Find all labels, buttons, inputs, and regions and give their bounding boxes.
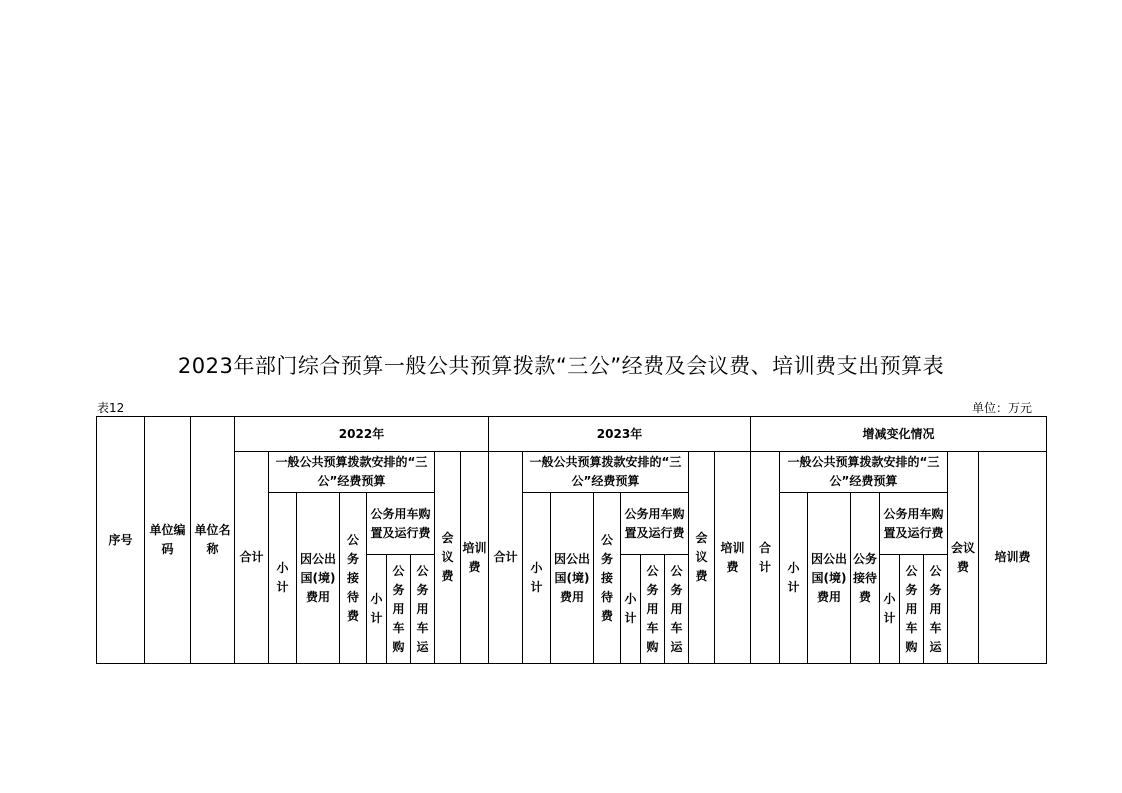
header-reception: 公务接待费 — [340, 493, 367, 664]
header-reception: 公务接待费 — [594, 493, 621, 664]
header-training: 培训费 — [461, 452, 489, 664]
header-vehicle-operation: 公务用车运 — [411, 555, 435, 664]
header-vehicle-operation: 公务用车运 — [665, 555, 689, 664]
header-group: 一般公共预算拨款安排的“三公”经费预算 — [523, 452, 689, 493]
header-unit-name: 单位名称 — [191, 417, 235, 664]
header-subtotal: 小计 — [523, 493, 551, 664]
header-vehicle-subtotal: 小计 — [880, 555, 900, 664]
header-meeting: 会议费 — [689, 452, 715, 664]
budget-table — [96, 416, 1047, 664]
unit-label: 单位：万元 — [971, 401, 1032, 415]
header-vehicle: 公务用车购置及运行费 — [367, 493, 435, 555]
header-year-2022: 2022年 — [235, 417, 489, 452]
header-unit-code: 单位编码 — [145, 417, 191, 664]
header-vehicle-operation: 公务用车运 — [924, 555, 948, 664]
header-vehicle-subtotal: 小计 — [621, 555, 641, 664]
document-title: 2023年部门综合预算一般公共预算拨款“三公”经费及会议费、培训费支出预算表 — [177, 354, 945, 378]
header-subtotal: 小计 — [780, 493, 808, 664]
header-meeting: 会议费 — [435, 452, 461, 664]
header-total: 合计 — [751, 452, 780, 664]
header-vehicle-purchase: 公务用车购 — [900, 555, 924, 664]
header-change: 增减变化情况 — [751, 417, 1047, 452]
header-group: 一般公共预算拨款安排的“三公”经费预算 — [780, 452, 948, 493]
header-total: 合计 — [489, 452, 523, 664]
header-abroad: 因公出国(境)费用 — [551, 493, 594, 664]
table-number: 表12 — [97, 401, 125, 415]
header-vehicle-purchase: 公务用车购 — [641, 555, 665, 664]
header-abroad: 因公出国(境)费用 — [297, 493, 340, 664]
header-training: 培训费 — [715, 452, 751, 664]
header-total: 合计 — [235, 452, 269, 664]
header-subtotal: 小计 — [269, 493, 297, 664]
header-vehicle-subtotal: 小计 — [367, 555, 387, 664]
header-vehicle: 公务用车购置及运行费 — [621, 493, 689, 555]
header-group: 一般公共预算拨款安排的“三公”经费预算 — [269, 452, 435, 493]
header-year-2023: 2023年 — [489, 417, 751, 452]
header-meeting: 会议费 — [948, 452, 979, 664]
header-reception: 公务接待费 — [851, 493, 880, 664]
header-vehicle: 公务用车购置及运行费 — [880, 493, 948, 555]
header-vehicle-purchase: 公务用车购 — [387, 555, 411, 664]
header-seq: 序号 — [97, 417, 145, 664]
header-training: 培训费 — [979, 452, 1047, 664]
header-abroad: 因公出国(境)费用 — [808, 493, 851, 664]
